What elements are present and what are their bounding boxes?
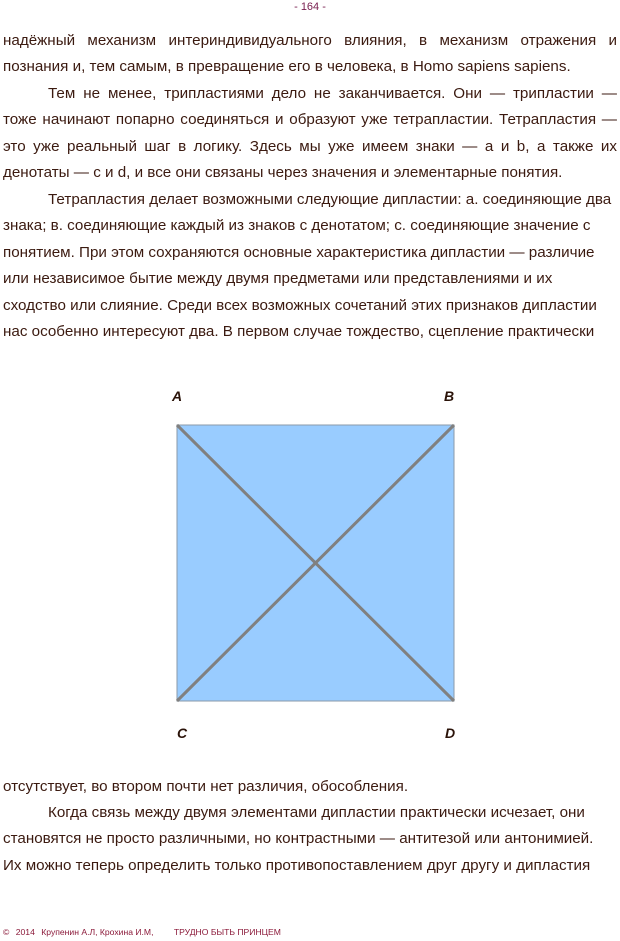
- paragraph-5: [3, 800, 617, 879]
- paragraph-4: [3, 774, 617, 800]
- vertex-label-a: A: [172, 388, 183, 404]
- page-number: - 164 -: [294, 1, 326, 13]
- text-line: Их можно теперь определить только противопоставлением друг другу и дипластия: [3, 856, 591, 874]
- square-with-diagonals: [0, 380, 620, 750]
- vertex-label-b: B: [444, 388, 455, 404]
- paragraph-3: [3, 187, 617, 345]
- text-line: понятием. При этом сохраняются основные характеристика дипластии — различие: [3, 243, 595, 261]
- text-line: это уже реальный шаг в логику. Здесь мы уже имеем знаки — a и b, а также их: [3, 137, 617, 155]
- text-line: познания и, тем самым, в превращение его в человека, в Homo sapiens sapiens.: [3, 58, 571, 76]
- footer-authors: Крупенин А.Л, Крохина И.М,: [41, 927, 154, 937]
- text-line: тоже начинают попарно соединяться и образуют уже тетрапластии. Тетрапластия —: [3, 111, 617, 129]
- tetraplasty-diagram: [0, 380, 620, 750]
- vertex-label-d: D: [445, 725, 456, 741]
- text-line: становятся не просто различными, но контрастными — антитезой или антонимией.: [3, 830, 594, 848]
- copyright-symbol: ©: [3, 927, 10, 937]
- text-line: Тетрапластия делает возможными следующие дипластии: а. соединяющие два: [48, 191, 612, 208]
- footer-year: 2014: [15, 927, 35, 937]
- paragraph-1: [3, 28, 617, 81]
- paragraph-2: [3, 81, 617, 187]
- vertex-label-c: C: [177, 725, 188, 741]
- text-line: надёжный механизм интериндивидуального влияния, в механизм отражения и: [3, 32, 617, 49]
- text-line: отсутствует, во втором почти нет различия, обособления.: [3, 778, 409, 795]
- text-line: сходство или слияние. Среди всех возможных сочетаний этих признаков дипластии: [3, 296, 597, 314]
- text-line: Когда связь между двумя элементами дипластии практически исчезает, они: [48, 804, 585, 821]
- text-line: Тем не менее, трипластиями дело не заканчивается. Они — трипластии —: [48, 85, 617, 102]
- text-line: или независимое бытие между двумя предметами или представлениями и их: [3, 270, 553, 288]
- page-footer: [3, 927, 285, 937]
- footer-book-title: ТРУДНО БЫТЬ ПРИНЦЕМ: [173, 927, 281, 937]
- text-line: нас особенно интересуют два. В первом случае тождество, сцепление практически: [3, 322, 595, 340]
- text-line: знака; в. соединяющие каждый из знаков с денотатом; с. соединяющие значение с: [3, 217, 591, 235]
- text-line: денотаты — c и d, и все они связаны через значения и элементарные понятия.: [3, 164, 563, 182]
